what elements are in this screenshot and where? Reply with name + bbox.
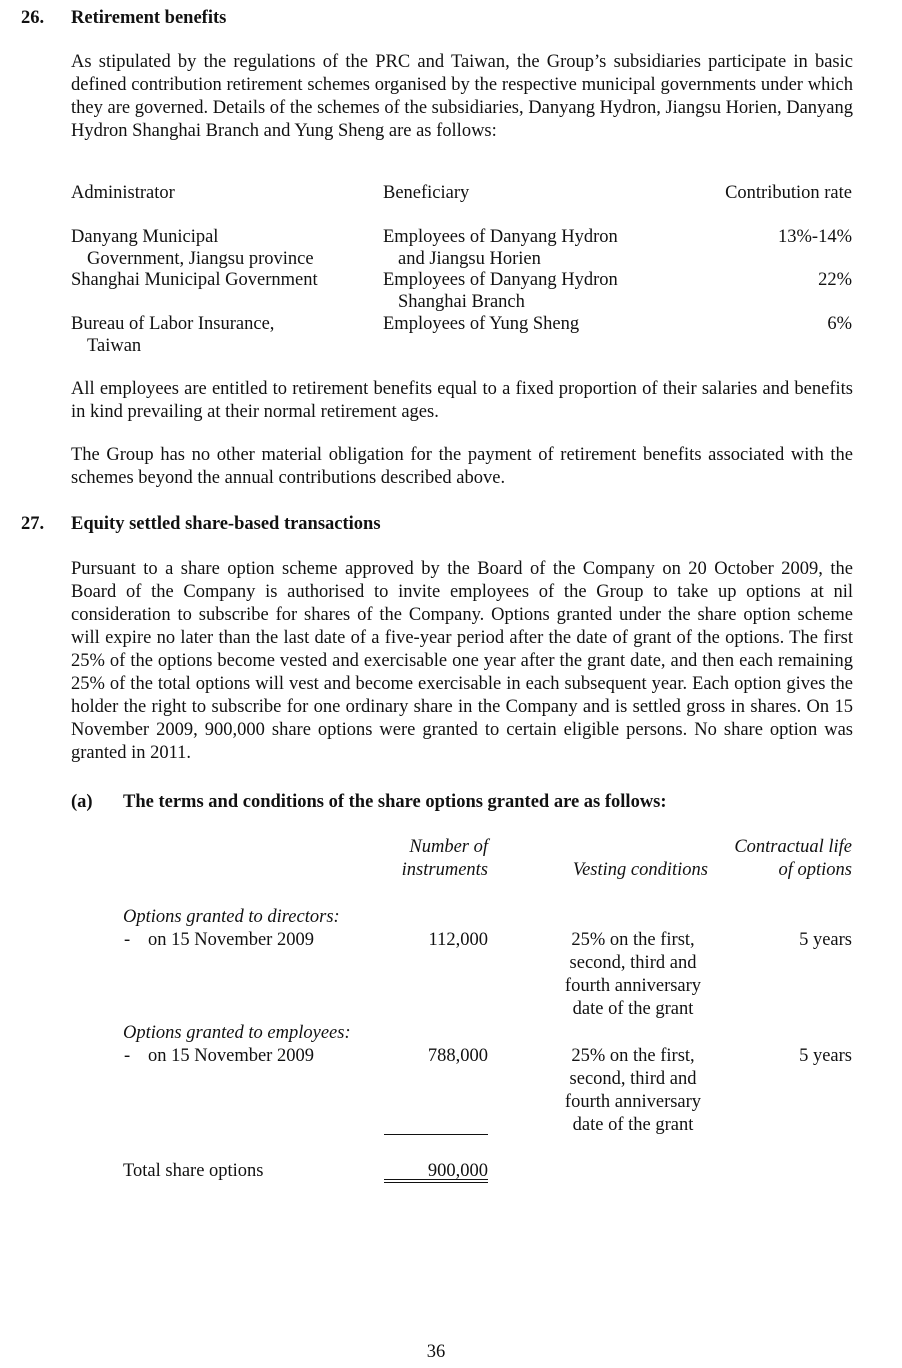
vesting-line: fourth anniversary (564, 976, 702, 996)
group-number: 788,000 (427, 1046, 488, 1066)
section-26-title: Retirement benefits (71, 8, 227, 28)
section-26-paragraph-2: All employees are entitled to retirement benefits equal to a fixed proportion of their salaries and benefits in kind prevailing at their normal retirement ages. (71, 379, 853, 422)
table-header-contribution-rate: Contribution rate (725, 183, 852, 203)
vesting-line: fourth anniversary (564, 1092, 702, 1112)
section-27-paragraph-1: Pursuant to a share option scheme approved by the Board of the Company on 20 October 2009, the Board of the Company is authorised to invite employees of the Group to take up options at nil consideration to subscribe for shares of the Company. Options granted under the share option scheme will expire no later than the last date of a five-year period after the date of grant of the options. The first 25% of the options become vested and exercisable one year after the grant date, and then each remaining 25% of the total options will vest and become exercisable in each subsequent year. Each option gives the holder the right to subscribe for one ordinary share in the Company and is settled gross in shares. On 15 November 2009, 900,000 share options were granted to certain eligible persons. No share option was granted in 2011. (71, 559, 853, 763)
row-administrator-cont: Government, Jiangsu province (87, 249, 314, 269)
row-beneficiary-cont: Shanghai Branch (398, 292, 525, 312)
vesting-line: 25% on the first, (571, 930, 695, 950)
row-administrator-cont: Taiwan (87, 336, 142, 356)
group-dash: - (124, 930, 131, 950)
subsection-a-label: (a) (71, 792, 93, 812)
row-administrator: Shanghai Municipal Government (71, 270, 318, 290)
group-number: 112,000 (428, 930, 488, 950)
group-date: on 15 November 2009 (148, 1046, 314, 1066)
row-administrator: Bureau of Labor Insurance, (71, 314, 275, 334)
row-rate: 22% (818, 270, 852, 290)
group-date: on 15 November 2009 (148, 930, 314, 950)
group-dash: - (124, 1046, 131, 1066)
table-header-beneficiary: Beneficiary (383, 183, 470, 203)
vesting-line: date of the grant (572, 1115, 694, 1135)
total-double-rule-bottom (384, 1182, 488, 1183)
section-27-title: Equity settled share-based transactions (71, 514, 381, 534)
row-beneficiary-cont: and Jiangsu Horien (398, 249, 541, 269)
row-administrator: Danyang Municipal (71, 227, 219, 247)
total-double-rule-top (384, 1179, 488, 1180)
header-instruments: instruments (401, 860, 488, 880)
page-number: 36 (426, 1342, 446, 1362)
header-contractual-life: Contractual life (734, 837, 852, 857)
group-heading: Options granted to employees: (123, 1023, 351, 1043)
vesting-line: second, third and (569, 953, 697, 973)
section-27-number: 27. (21, 514, 45, 534)
row-beneficiary: Employees of Danyang Hydron (383, 227, 618, 247)
row-beneficiary: Employees of Yung Sheng (383, 314, 580, 334)
section-26-intro: As stipulated by the regulations of the PRC and Taiwan, the Group’s subsidiaries participate in basic defined contribution retirement schemes organised by the respective municipal governments under which they are governed. Details of the schemes of the subsidiaries, Danyang Hydron, Jiangsu Horien, Danyang Hydron Shanghai Branch and Yung Sheng are as follows: (71, 52, 853, 141)
section-26-paragraph-3: The Group has no other material obligation for the payment of retirement benefits associated with the schemes beyond the annual contributions described above. (71, 445, 853, 488)
total-label: Total share options (123, 1161, 264, 1181)
vesting-line: second, third and (569, 1069, 697, 1089)
header-number-of: Number of (409, 837, 488, 857)
group-life: 5 years (799, 930, 852, 950)
vesting-line: date of the grant (572, 999, 694, 1019)
row-rate: 6% (827, 314, 852, 334)
header-vesting-conditions: Vesting conditions (572, 860, 708, 880)
vesting-line: 25% on the first, (571, 1046, 695, 1066)
row-rate: 13%-14% (778, 227, 852, 247)
section-26-number: 26. (21, 8, 45, 28)
subsection-a-title: The terms and conditions of the share options granted are as follows: (123, 792, 667, 812)
group-life: 5 years (799, 1046, 852, 1066)
total-value: 900,000 (427, 1161, 488, 1181)
subtotal-rule (384, 1134, 488, 1135)
row-beneficiary: Employees of Danyang Hydron (383, 270, 618, 290)
table-header-administrator: Administrator (71, 183, 175, 203)
group-heading: Options granted to directors: (123, 907, 340, 927)
header-of-options: of options (778, 860, 852, 880)
